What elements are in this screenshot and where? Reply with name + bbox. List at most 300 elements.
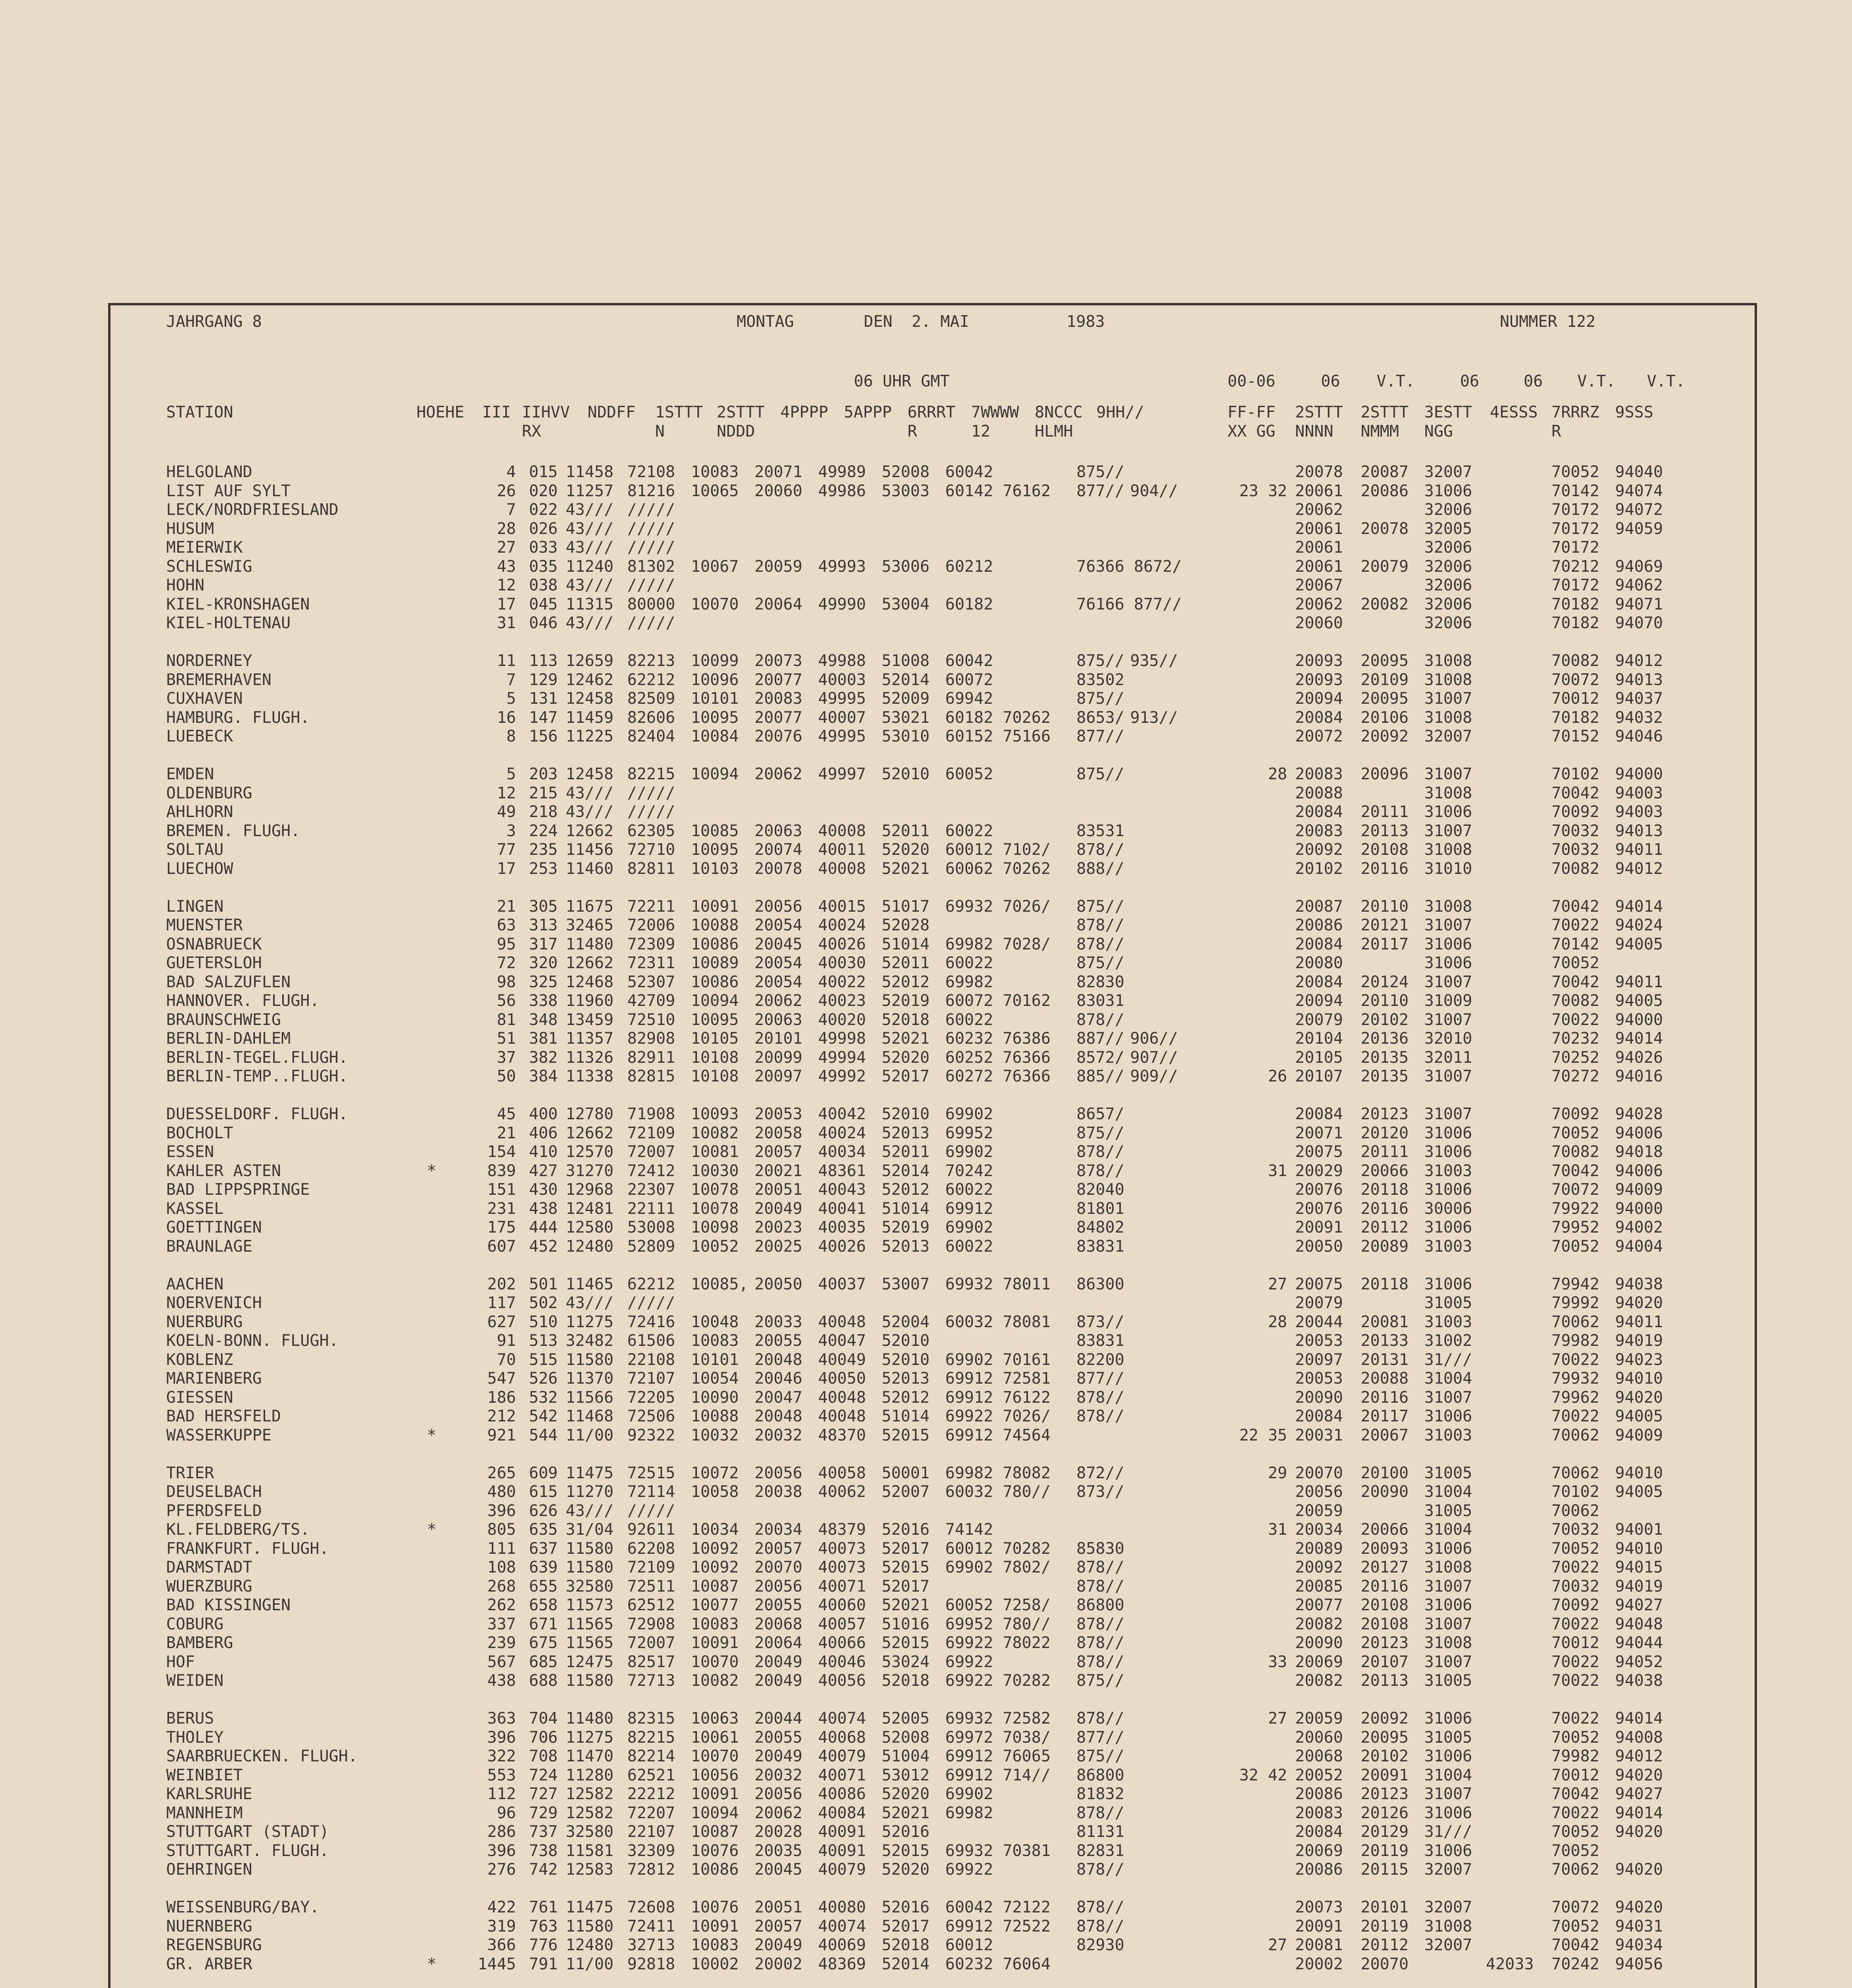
cell: 20088 (1361, 1369, 1409, 1388)
cell: 70182 (1551, 614, 1600, 632)
cell: 547 (487, 1369, 516, 1388)
table-row (111, 935, 1755, 954)
column-header: 7WWWW (971, 403, 1019, 421)
table-row (111, 1501, 1755, 1520)
cell: 70252 (1551, 1048, 1600, 1067)
cell: 878// (1076, 1615, 1125, 1633)
cell: 11468 (566, 1407, 614, 1425)
cell: 31005 (1424, 1501, 1472, 1520)
cell: 231 (487, 1199, 516, 1218)
cell: 20054 (754, 954, 803, 972)
table-row (111, 651, 1755, 670)
cell: 878// (1076, 1917, 1125, 1936)
date: DEN 2. MAI (864, 313, 969, 331)
table-row (111, 1124, 1755, 1143)
cell: 94013 (1615, 821, 1663, 840)
cell: 11573 (566, 1596, 614, 1614)
cell: 20104 (1295, 1029, 1343, 1048)
cell: 82908 (627, 1029, 675, 1048)
cell: 31270 (566, 1161, 614, 1180)
cell: 035 (529, 557, 558, 576)
cell: 69912 (945, 1199, 993, 1218)
cell: 31006 (1424, 1596, 1472, 1614)
cell: 32007 (1424, 727, 1472, 746)
table-row (111, 1010, 1755, 1029)
cell: 32006 (1424, 538, 1472, 557)
cell: 805 (487, 1520, 516, 1539)
cell: 94003 (1615, 784, 1663, 802)
cell: 31007 (1424, 973, 1472, 991)
cell: 11459 (566, 708, 614, 727)
cell: 10091 (691, 1634, 739, 1652)
cell: 639 (529, 1558, 558, 1576)
cell: 31006 (1424, 1709, 1472, 1728)
station-name: OEHRINGEN (166, 1860, 252, 1879)
cell: 10054 (691, 1369, 739, 1388)
cell: 52017 (882, 1577, 930, 1596)
cell: 20102 (1295, 859, 1343, 878)
cell: 52007 (882, 1483, 930, 1501)
cell: 20053 (1295, 1369, 1343, 1388)
cell: 32006 (1424, 614, 1472, 632)
nummer: NUMMER 122 (1500, 313, 1596, 331)
cell: 31003 (1424, 1237, 1472, 1256)
cell: 10101 (691, 1350, 739, 1369)
cell: 444 (529, 1218, 558, 1237)
cell: 43/// (566, 576, 614, 594)
cell: 31004 (1424, 1483, 1472, 1501)
cell: 406 (529, 1124, 558, 1142)
column-header: 6RRRT (908, 403, 956, 421)
cell: 82911 (627, 1048, 675, 1067)
cell: ///// (627, 576, 675, 594)
group-separator (111, 633, 1755, 652)
cell: 215 (529, 784, 558, 802)
cell: 10094 (691, 992, 739, 1010)
cell: 276 (487, 1860, 516, 1879)
cell: 40024 (818, 916, 866, 934)
cell: 43 (496, 557, 516, 576)
table-row (111, 1331, 1755, 1350)
year: 1983 (1067, 313, 1105, 331)
cell: 60072 (945, 670, 993, 689)
cell: 72207 (627, 1804, 675, 1822)
cell: 70142 (1551, 481, 1600, 500)
cell: 94001 (1615, 1520, 1663, 1539)
cell: 11580 (566, 1672, 614, 1690)
column-header: NGG (1424, 422, 1453, 441)
cell: 10032 (691, 1426, 739, 1444)
cell: 31006 (1424, 481, 1472, 500)
station-name: BAD HERSFELD (166, 1407, 281, 1425)
cell: 11456 (566, 841, 614, 859)
cell: 20082 (1295, 1672, 1343, 1690)
table-row (111, 595, 1755, 614)
cell: 72608 (627, 1898, 675, 1916)
station-name: NUERNBERG (166, 1917, 252, 1936)
station-name: MANNHEIM (166, 1804, 243, 1822)
cell: 52021 (882, 1804, 930, 1822)
cell: 94038 (1615, 1672, 1663, 1690)
cell: 72812 (627, 1860, 675, 1879)
cell: 20086 (1295, 1785, 1343, 1803)
cell: 513 (529, 1332, 558, 1350)
cell: 878// (1076, 1804, 1125, 1822)
cell: 22111 (627, 1199, 675, 1218)
cell: 82831 (1076, 1841, 1125, 1860)
cell: 20061 (1295, 538, 1343, 557)
cell: 31006 (1424, 1180, 1472, 1199)
table-row (111, 538, 1755, 557)
cell: 79952 (1551, 1218, 1600, 1237)
cell: 31006 (1424, 1539, 1472, 1558)
cell: 31006 (1424, 803, 1472, 821)
station-name: KOBLENZ (166, 1350, 233, 1369)
cell: 31007 (1424, 1615, 1472, 1633)
cell: 203 (529, 765, 558, 783)
cell: 22 35 (1239, 1426, 1287, 1444)
cell: 76366 8672/ (1076, 557, 1182, 576)
cell: 20082 (1295, 1615, 1343, 1633)
cell: 31006 (1424, 1747, 1472, 1765)
cell: 761 (529, 1898, 558, 1916)
cell: 12475 (566, 1652, 614, 1671)
cell: 94002 (1615, 1218, 1663, 1237)
cell: 32007 (1424, 463, 1472, 481)
cell: 20031 (1295, 1426, 1343, 1444)
cell: 20077 (754, 670, 803, 689)
table-row (111, 1577, 1755, 1596)
table-row (111, 802, 1755, 821)
cell: 20106 (1361, 708, 1409, 727)
cell: 20136 (1361, 1029, 1409, 1048)
cell: 70092 (1551, 803, 1600, 821)
cell: 20058 (754, 1124, 803, 1142)
cell: 20069 (1295, 1652, 1343, 1671)
cell: 27 (496, 538, 516, 557)
cell: 72309 (627, 935, 675, 953)
cell: 72109 (627, 1558, 675, 1576)
cell: 11326 (566, 1048, 614, 1067)
cell: 20055 (754, 1728, 803, 1747)
cell: 877// (1076, 727, 1125, 746)
cell: 60032 78081 (945, 1312, 1051, 1331)
cell: 52012 (882, 1180, 930, 1199)
cell: 52018 (882, 1672, 930, 1690)
cell: 40071 (818, 1766, 866, 1784)
cell: 94044 (1615, 1634, 1663, 1652)
table-row (111, 1293, 1755, 1312)
table-row (111, 727, 1755, 746)
cell: 224 (529, 821, 558, 840)
cell: * (427, 1161, 436, 1180)
cell: 685 (529, 1652, 558, 1671)
cell: 40003 (818, 670, 866, 689)
table-row (111, 1917, 1755, 1936)
cell: 53024 (882, 1652, 930, 1671)
cell: 8653/ (1076, 708, 1125, 727)
table-row (111, 1615, 1755, 1634)
column-header: NMMM (1361, 422, 1399, 441)
cell: 27 (1268, 1275, 1287, 1293)
cell: 875// (1076, 689, 1125, 708)
cell: 20075 (1295, 1275, 1343, 1293)
cell: 31007 (1424, 1577, 1472, 1596)
cell: 94000 (1615, 765, 1663, 783)
cell: 60012 7102/ (945, 841, 1051, 859)
cell: 20025 (754, 1237, 803, 1256)
weekday: MONTAG (737, 313, 794, 331)
cell: 20045 (754, 935, 803, 953)
cell: 20047 (754, 1388, 803, 1407)
cell: 23 32 (1239, 481, 1287, 500)
station-name: BREMERHAVEN (166, 670, 271, 689)
cell: 20133 (1361, 1332, 1409, 1350)
cell: 94032 (1615, 708, 1663, 727)
cell: 20078 (1361, 519, 1409, 538)
table-row (111, 670, 1755, 689)
cell: 20113 (1361, 1672, 1409, 1690)
cell: ///// (627, 614, 675, 632)
cell: 20094 (1295, 992, 1343, 1010)
cell: 69902 (945, 1105, 993, 1123)
station-name: KASSEL (166, 1199, 224, 1218)
cell: 70022 (1551, 1672, 1600, 1690)
cell: 60142 76162 (945, 481, 1051, 500)
cell: 53010 (882, 727, 930, 746)
cell: 20127 (1361, 1558, 1409, 1576)
cell: 62521 (627, 1766, 675, 1784)
cell: 10091 (691, 1917, 739, 1936)
cell: 317 (529, 935, 558, 953)
table-row (111, 613, 1755, 633)
cell: 20076 (1295, 1199, 1343, 1218)
cell: 20080 (1295, 954, 1343, 972)
cell: 32005 (1424, 519, 1472, 538)
station-name: KAHLER ASTEN (166, 1161, 281, 1180)
cell: 839 (487, 1161, 516, 1180)
table-row (111, 1766, 1755, 1785)
cell: 10094 (691, 765, 739, 783)
cell: 20056 (754, 1464, 803, 1482)
cell: 31003 (1424, 1312, 1472, 1331)
cell: 320 (529, 954, 558, 972)
cell: 20095 (1361, 689, 1409, 708)
cell: 62212 (627, 1275, 675, 1293)
cell: 94020 (1615, 1898, 1663, 1916)
cell: 52004 (882, 1312, 930, 1331)
cell: 52020 (882, 1860, 930, 1879)
cell: 52008 (882, 1728, 930, 1747)
station-name: MARIENBERG (166, 1369, 262, 1388)
table-row (111, 953, 1755, 973)
sub-06c: 06 (1524, 372, 1543, 390)
cell: 94006 (1615, 1124, 1663, 1142)
cell: 20060 (754, 481, 803, 500)
cell: 94014 (1615, 1029, 1663, 1048)
cell: 20062 (1295, 501, 1343, 519)
cell: 12480 (566, 1237, 614, 1256)
cell: 31009 (1424, 992, 1472, 1010)
cell: 31 (1268, 1161, 1287, 1180)
station-name: MUENSTER (166, 916, 243, 934)
cell: 40043 (818, 1180, 866, 1199)
cell: 878// (1076, 1898, 1125, 1916)
cell: 94034 (1615, 1936, 1663, 1954)
cell: 20034 (1295, 1520, 1343, 1539)
cell: 70242 (1551, 1955, 1600, 1973)
cell: 20059 (1295, 1709, 1343, 1728)
cell: 40084 (818, 1804, 866, 1822)
cell: 20064 (754, 595, 803, 613)
station-name: BERUS (166, 1709, 214, 1728)
cell: 878// (1076, 1388, 1125, 1407)
cell: 69902 (945, 1143, 993, 1161)
cell: 72 (496, 954, 516, 972)
cell: 31008 (1424, 784, 1472, 802)
cell: 70042 (1551, 897, 1600, 916)
cell: 526 (529, 1369, 558, 1388)
cell: 906// (1130, 1029, 1178, 1048)
cell: 026 (529, 519, 558, 538)
cell: 94019 (1615, 1332, 1663, 1350)
cell: 31007 (1424, 1105, 1472, 1123)
cell: 438 (487, 1672, 516, 1690)
cell: 70042 (1551, 973, 1600, 991)
cell: 83531 (1076, 821, 1125, 840)
cell: 20135 (1361, 1067, 1409, 1085)
table-row (111, 1029, 1755, 1048)
cell: 875// (1076, 1124, 1125, 1142)
cell: 12582 (566, 1804, 614, 1822)
cell: 655 (529, 1577, 558, 1596)
cell: 887// (1076, 1029, 1125, 1048)
cell: 94023 (1615, 1350, 1663, 1369)
obs-time: 06 UHR GMT (854, 372, 950, 390)
cell: 20111 (1361, 1143, 1409, 1161)
cell: 11 (496, 652, 516, 670)
cell: 20135 (1361, 1048, 1409, 1067)
cell: 60252 76366 (945, 1048, 1051, 1067)
cell: 69952 (945, 1124, 993, 1142)
station-name: WASSERKUPPE (166, 1426, 271, 1444)
cell: 31008 (1424, 1917, 1472, 1936)
cell: 20057 (754, 1917, 803, 1936)
cell: 20072 (1295, 727, 1343, 746)
station-name: LIST AUF SYLT (166, 481, 291, 500)
cell: 94040 (1615, 463, 1663, 481)
cell: 70012 (1551, 1634, 1600, 1652)
cell: 20086 (1295, 1860, 1343, 1879)
cell: 80000 (627, 595, 675, 613)
cell: 904// (1130, 481, 1178, 500)
cell: 52008 (882, 463, 930, 481)
cell: 921 (487, 1426, 516, 1444)
cell: 12580 (566, 1218, 614, 1237)
cell: 94020 (1615, 1823, 1663, 1841)
cell: 94012 (1615, 1747, 1663, 1765)
cell: 877// (1076, 481, 1125, 500)
cell: 52013 (882, 1369, 930, 1388)
cell: 70052 (1551, 463, 1600, 481)
table-row (111, 1804, 1755, 1823)
cell: 20097 (754, 1067, 803, 1085)
cell: 69942 (945, 689, 993, 708)
cell: 20066 (1361, 1520, 1409, 1539)
cell: 40079 (818, 1860, 866, 1879)
cell: 49989 (818, 463, 866, 481)
column-header: NDDD (717, 422, 755, 441)
cell: 22212 (627, 1785, 675, 1803)
table-row (111, 576, 1755, 595)
cell: 117 (487, 1294, 516, 1312)
cell: 10103 (691, 859, 739, 878)
cell: 70032 (1551, 821, 1600, 840)
cell: 147 (529, 708, 558, 727)
cell: 48379 (818, 1520, 866, 1539)
cell: 70102 (1551, 765, 1600, 783)
cell: 70022 (1551, 1804, 1600, 1822)
cell: 501 (529, 1275, 558, 1293)
cell: 11565 (566, 1615, 614, 1633)
cell: 28 (496, 519, 516, 538)
cell: 60052 (945, 765, 993, 783)
cell: 69982 (945, 1804, 993, 1822)
cell: 32580 (566, 1577, 614, 1596)
cell: 51004 (882, 1747, 930, 1765)
cell: 40047 (818, 1332, 866, 1350)
cell: 52011 (882, 954, 930, 972)
cell: 11275 (566, 1728, 614, 1747)
cell: 20092 (1361, 1709, 1409, 1728)
cell: 20044 (754, 1709, 803, 1728)
cell: 20084 (1295, 973, 1343, 991)
table-row (111, 689, 1755, 708)
cell: 82815 (627, 1067, 675, 1085)
cell: 878// (1076, 841, 1125, 859)
cell: 70052 (1551, 1917, 1600, 1936)
table-row (111, 991, 1755, 1010)
cell: 94048 (1615, 1615, 1663, 1633)
cell: 11275 (566, 1312, 614, 1331)
cell: 82606 (627, 708, 675, 727)
cell: 410 (529, 1143, 558, 1161)
cell: 69932 70381 (945, 1841, 1051, 1860)
cell: 26 (1268, 1067, 1287, 1085)
cell: 10094 (691, 1804, 739, 1822)
cell: 10078 (691, 1180, 739, 1199)
cell: 94010 (1615, 1464, 1663, 1482)
cell: 94003 (1615, 803, 1663, 821)
cell: 20117 (1361, 1407, 1409, 1425)
cell: 94014 (1615, 1709, 1663, 1728)
cell: 52018 (882, 1936, 930, 1954)
cell: 10087 (691, 1823, 739, 1841)
bulletin-sheet (108, 303, 1757, 1988)
group-separator (111, 1444, 1755, 1464)
cell: 31 (1268, 1520, 1287, 1539)
cell: 20056 (754, 1785, 803, 1803)
cell: 20060 (1295, 614, 1343, 632)
cell: 70092 (1551, 1596, 1600, 1614)
cell: 337 (487, 1615, 516, 1633)
column-header: RX (522, 422, 541, 441)
cell: 53021 (882, 708, 930, 727)
cell: 70082 (1551, 1143, 1600, 1161)
cell: 32006 (1424, 557, 1472, 576)
cell: 452 (529, 1237, 558, 1256)
cell: 70272 (1551, 1067, 1600, 1085)
